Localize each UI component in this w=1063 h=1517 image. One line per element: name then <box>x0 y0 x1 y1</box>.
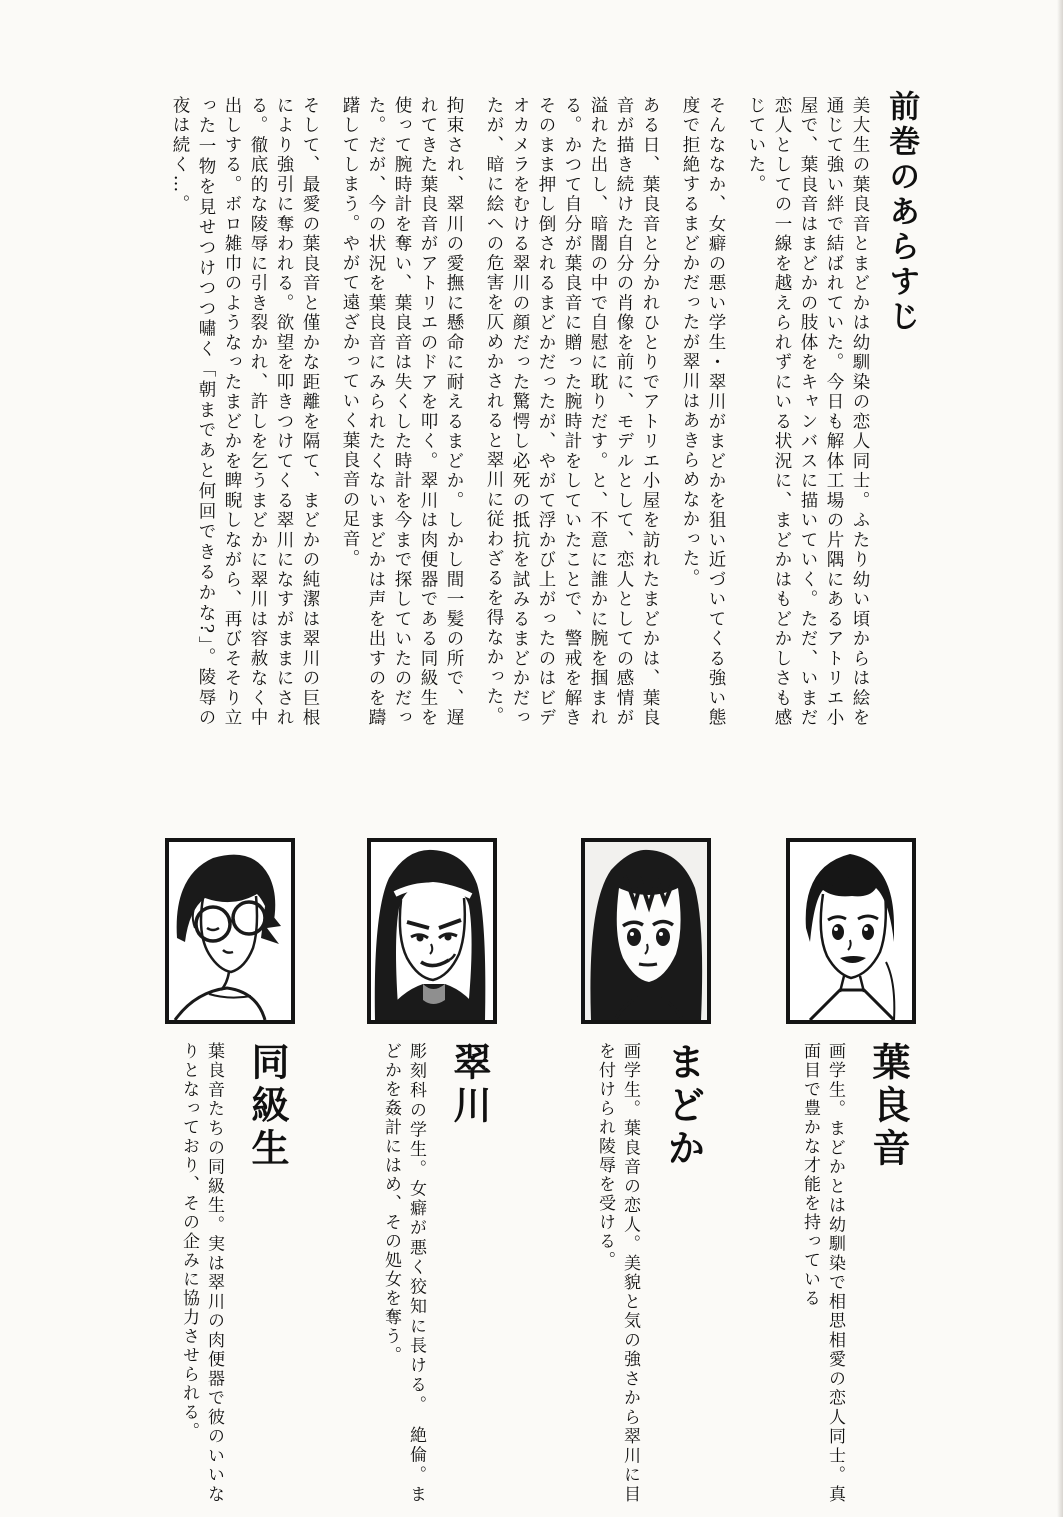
portrait-frame <box>165 838 295 1024</box>
character-name: まどか <box>661 1042 706 1171</box>
character-card-midorikawa <box>367 838 497 1504</box>
synopsis-text-block <box>167 96 873 728</box>
midorikawa-portrait-image <box>371 842 493 1020</box>
character-name: 葉良音 <box>866 1042 911 1171</box>
classmate-portrait-image <box>169 842 291 1020</box>
character-description: 葉良音たちの同級生。実は翠川の肉便器で彼のいいなりとなっており、その企みに協力させられる。 <box>179 1042 224 1504</box>
synopsis-paragraph: そんななか、女癖の悪い学生・翠川がまどかを狙い近づいてくる強い態度で拒絶するまどかだったが翠川はあきらめなかった。 <box>680 96 726 728</box>
portrait-frame <box>367 838 497 1024</box>
character-text-block <box>797 1042 916 1504</box>
synopsis-paragraph: 拘束され、翠川の愛撫に懸命に耐えるまどか。しかし間一髪の所で、遅れてきた葉良音がアトリエのドアを叩く。翠川は肉便器である同級生を使って腕時計を奪い、葉良音は失くした時計を今まで探していたのだった。だが、今の状況を葉良音にみられたくないまどかは声を出すのを躊躇してしまう。やがて遠ざかっていく葉良音の足音。 <box>340 96 464 728</box>
character-text-block <box>378 1042 497 1504</box>
scan-edge-shadow <box>1057 0 1063 1517</box>
character-description: 画学生。まどかとは幼馴染で相思相愛の恋人同士。真面目で豊かな才能を持っている <box>800 1042 845 1504</box>
character-text-block <box>592 1042 711 1504</box>
portrait-frame <box>786 838 916 1024</box>
character-name: 翠川 <box>447 1042 492 1128</box>
haruone-portrait-image <box>790 842 912 1020</box>
character-card-classmate <box>165 838 295 1504</box>
character-card-haruone <box>786 838 916 1504</box>
character-name: 同級生 <box>245 1042 290 1171</box>
synopsis-paragraph: ある日、葉良音と分かれひとりでアトリエ小屋を訪れたまどかは、葉良音が描き続けた自分の肖像を前に、モデルとして、恋人としての感情が溢れた出し、暗闇の中で自慰に耽りだす。と、不意に誰かに腕を掴まれる。かつて自分が葉良音に贈った腕時計をしていたことで、警戒を解きそのまま押し倒されるまどかだったが、やがて浮かび上がったのはビデオカメラをむける翠川の顔だった驚愕し必死の抵抗を試みるまどかだったが、暗に絵への危害を仄めかされると翠川に従わざるを得なかった。 <box>484 96 660 728</box>
character-description: 画学生。葉良音の恋人。美貌と気の強さから翠川に目を付けられ陵辱を受ける。 <box>595 1042 640 1504</box>
character-text-block <box>176 1042 295 1504</box>
madoka-portrait-image <box>585 842 707 1020</box>
synopsis-paragraph: 美大生の葉良音とまどかは幼馴染の恋人同士。ふたり幼い頃からは絵を通じて強い絆で結ばれていた。今日も解体工場の片隅にあるアトリエ小屋で、葉良音はまどかの肢体をキャンバスに描いていく。ただ、いまだ恋人としての一線を越えられずにいる状況に、まどかはもどかしさも感じていた。 <box>746 96 870 728</box>
synopsis-paragraph: そして、最愛の葉良音と僅かな距離を隔て、まどかの純潔は翠川の巨根により強引に奪われる。欲望を叩きつけてくる翠川になすがままにされる。徹底的な陵辱に引き裂かれ、許しを乞うまどかに翠川は容赦なく中出しする。ボロ雑巾のようなったまどかを睥睨しながら、再びそそり立った一物を見せつけつつ嘯く「朝まであと何回できるかな?」。陵辱の夜は続く…。 <box>170 96 320 728</box>
page-title: 前巻のあらすじ <box>883 90 920 335</box>
character-card-madoka <box>581 838 711 1504</box>
portrait-frame <box>581 838 711 1024</box>
character-description: 彫刻科の学生。女癖が悪く狡知に長ける。 絶倫。まどかを姦計にはめ、その処女を奪う。 <box>381 1042 426 1504</box>
